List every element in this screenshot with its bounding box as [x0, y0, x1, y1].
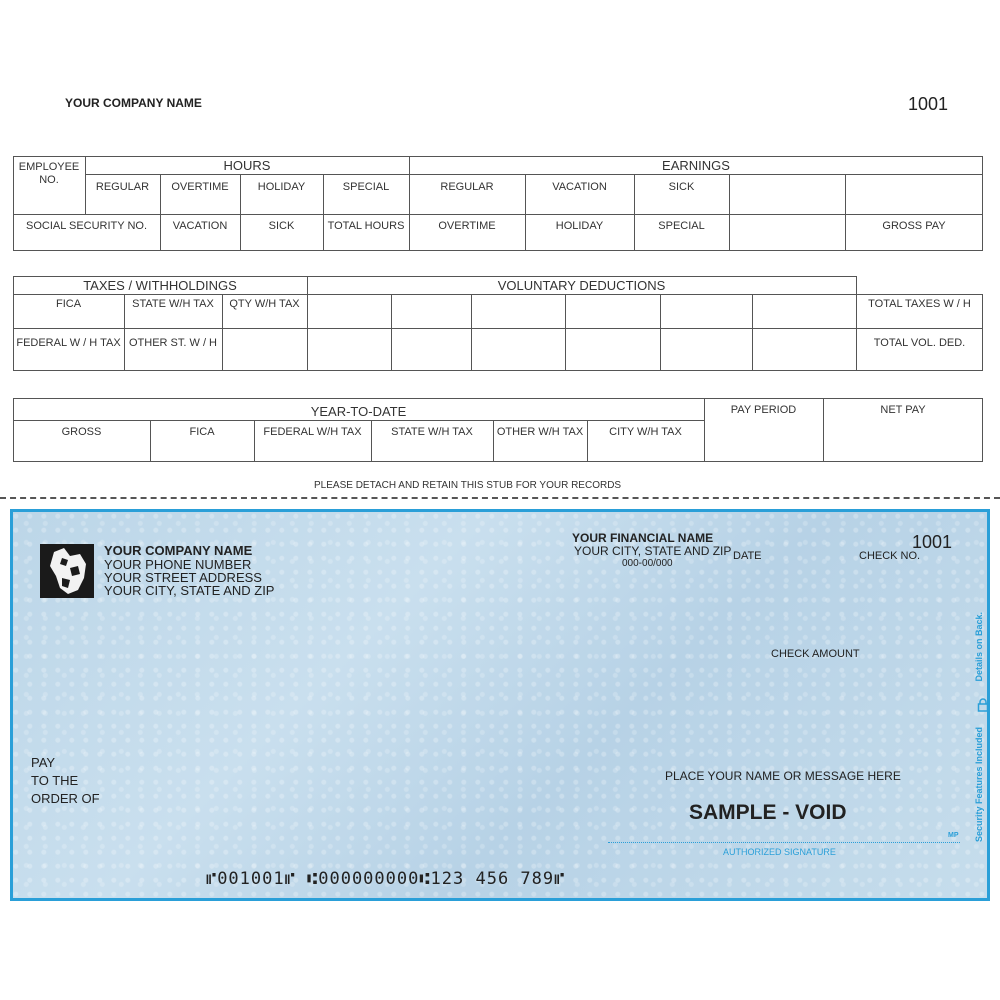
mp-mark: MP [948, 832, 959, 839]
ytd-other: OTHER W/H TAX [496, 426, 584, 438]
security-features-text: Security Features Included [974, 727, 984, 843]
check-number: 1001 [912, 532, 953, 552]
total-hours: TOTAL HOURS [327, 220, 405, 232]
tax-qty: QTY W/H TAX [229, 298, 300, 310]
detach-line [0, 497, 1000, 499]
earnings-overtime: OVERTIME [438, 220, 496, 232]
stub-company-name: YOUR COMPANY NAME [65, 96, 202, 110]
detach-note: PLEASE DETACH AND RETAIN THIS STUB FOR YOUR RECORDS [314, 480, 622, 491]
ytd-state: STATE W/H TAX [391, 426, 473, 438]
bank-name: YOUR FINANCIAL NAME [572, 531, 714, 545]
employee-no-label: EMPLOYEE NO. [18, 161, 80, 186]
to-the-label: TO THE [31, 773, 79, 788]
hours-special: SPECIAL [342, 181, 390, 193]
taxes-header: TAXES / WITHHOLDINGS [83, 278, 237, 293]
pay-period-label: PAY PERIOD [730, 404, 797, 416]
earnings-vacation: VACATION [552, 181, 607, 193]
gross-pay-label: GROSS PAY [882, 220, 946, 232]
signature-line [608, 842, 960, 843]
voluntary-header: VOLUNTARY DEDUCTIONS [497, 278, 666, 293]
check-phone: YOUR PHONE NUMBER [104, 557, 252, 572]
earnings-special: SPECIAL [658, 220, 705, 232]
net-pay-label: NET PAY [880, 404, 926, 416]
check-no-label: CHECK NO. [859, 550, 921, 562]
ytd-fica: FICA [189, 426, 215, 438]
tax-state: STATE W/H TAX [132, 298, 214, 310]
pay-label: PAY [31, 755, 56, 770]
earnings-sick: SICK [668, 181, 695, 193]
hours-header: HOURS [223, 158, 271, 173]
stub-check-number: 1001 [908, 94, 949, 114]
total-vol-label: TOTAL VOL. DED. [873, 337, 966, 349]
hours-vacation: VACATION [172, 220, 228, 232]
ytd-gross: GROSS [61, 426, 102, 438]
total-taxes-label: TOTAL TAXES W / H [868, 298, 971, 310]
void-text: SAMPLE - VOID [689, 801, 847, 824]
tax-federal: FEDERAL W / H TAX [16, 337, 121, 349]
ssn-label: SOCIAL SECURITY NO. [25, 220, 148, 232]
check-company-name: YOUR COMPANY NAME [104, 543, 253, 558]
cow-logo-icon [40, 544, 94, 598]
check-city: YOUR CITY, STATE AND ZIP [104, 583, 275, 598]
date-label: DATE [733, 550, 762, 562]
hours-overtime: OVERTIME [171, 181, 229, 193]
bank-city: YOUR CITY, STATE AND ZIP [574, 544, 732, 558]
check-amount-label: CHECK AMOUNT [771, 648, 860, 660]
message-line: PLACE YOUR NAME OR MESSAGE HERE [665, 769, 901, 783]
security-details-text: Details on Back. [974, 612, 984, 682]
check [10, 509, 990, 901]
hours-holiday: HOLIDAY [257, 181, 306, 193]
order-of-label: ORDER OF [31, 791, 100, 806]
earnings-regular: REGULAR [440, 181, 494, 193]
padlock-icon [977, 698, 989, 712]
tax-other-state: OTHER ST. W / H [129, 337, 217, 349]
hours-regular: REGULAR [95, 181, 150, 193]
micr-line: ⑈001001⑈ ⑆000000000⑆123 456 789⑈ [206, 869, 566, 889]
routing-fraction: 000-00/000 [622, 558, 673, 569]
hours-sick: SICK [268, 220, 295, 232]
earnings-holiday: HOLIDAY [555, 220, 604, 232]
ytd-federal: FEDERAL W/H TAX [263, 426, 362, 438]
tax-fica: FICA [55, 298, 82, 310]
ytd-city: CITY W/H TAX [609, 426, 682, 438]
signature-label: AUTHORIZED SIGNATURE [723, 847, 836, 857]
ytd-header: YEAR-TO-DATE [310, 404, 407, 419]
earnings-header: EARNINGS [662, 158, 730, 173]
check-street: YOUR STREET ADDRESS [104, 570, 262, 585]
